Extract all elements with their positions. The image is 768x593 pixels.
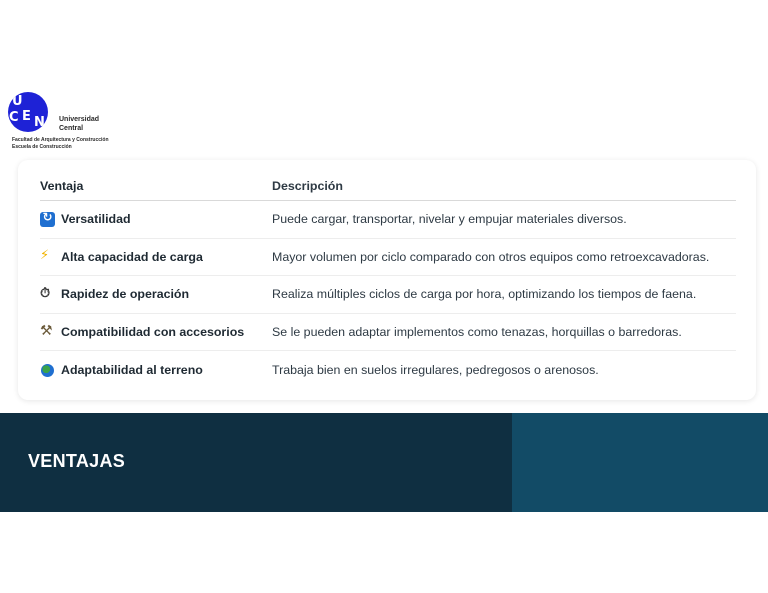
table-row: [40, 276, 736, 314]
lightning-icon: [40, 249, 55, 264]
tools-icon: [40, 325, 55, 340]
logo-letter-u: U: [12, 94, 23, 109]
logo-name-line2: Central: [59, 125, 84, 132]
globe-icon: [41, 364, 54, 377]
logo-letter-c: C: [9, 110, 19, 125]
row-label-cell: [40, 363, 203, 377]
header-descripcion: Descripción: [272, 179, 343, 193]
row-description: Trabaja bien en suelos irregulares, pedregosos o arenosos.: [272, 363, 599, 378]
banner-title: VENTAJAS: [28, 451, 126, 471]
banner-right-panel: [512, 413, 768, 512]
table-row: [40, 314, 736, 352]
header-ventaja: Ventaja: [40, 179, 84, 193]
table-header-row: [40, 172, 736, 201]
table-row: [40, 351, 736, 389]
row-label: Rapidez de operación: [61, 287, 190, 302]
table-row: [40, 201, 736, 239]
row-label-cell: [40, 212, 131, 227]
row-label-cell: [40, 325, 244, 340]
logo-letter-n: N: [34, 115, 45, 130]
row-label: Adaptabilidad al terreno: [61, 363, 203, 378]
row-label: Compatibilidad con accesorios: [61, 325, 245, 340]
advantages-card: [18, 160, 756, 400]
row-label: Alta capacidad de carga: [61, 249, 203, 264]
row-label-cell: [40, 287, 189, 302]
logo-letter-e: E: [22, 109, 31, 124]
row-description: Realiza múltiples ciclos de carga por hora, optimizando los tiempos de faena.: [272, 287, 697, 302]
logo-faculty-line1: Facultad de Arquitectura y Construcción: [12, 137, 109, 143]
row-label: Versatilidad: [61, 212, 131, 227]
advantages-table: [40, 172, 736, 389]
row-description: Se le pueden adaptar implementos como tenazas, horquillas o barredoras.: [272, 325, 682, 340]
logo-emblem: [8, 92, 48, 132]
logo-faculty-line2: Escuela de Construcción: [12, 144, 72, 150]
logo-faculty: [12, 137, 109, 151]
row-description: Mayor volumen por ciclo comparado con otros equipos como retroexcavadoras.: [272, 249, 710, 264]
logo-name-line1: Universidad: [59, 116, 100, 123]
sync-icon: [40, 212, 55, 227]
logo-name: [59, 115, 99, 133]
table-row: [40, 239, 736, 277]
row-description: Puede cargar, transportar, nivelar y empujar materiales diversos.: [272, 212, 627, 227]
university-logo: [8, 92, 148, 152]
stopwatch-icon: [40, 287, 55, 302]
row-label-cell: [40, 249, 203, 264]
